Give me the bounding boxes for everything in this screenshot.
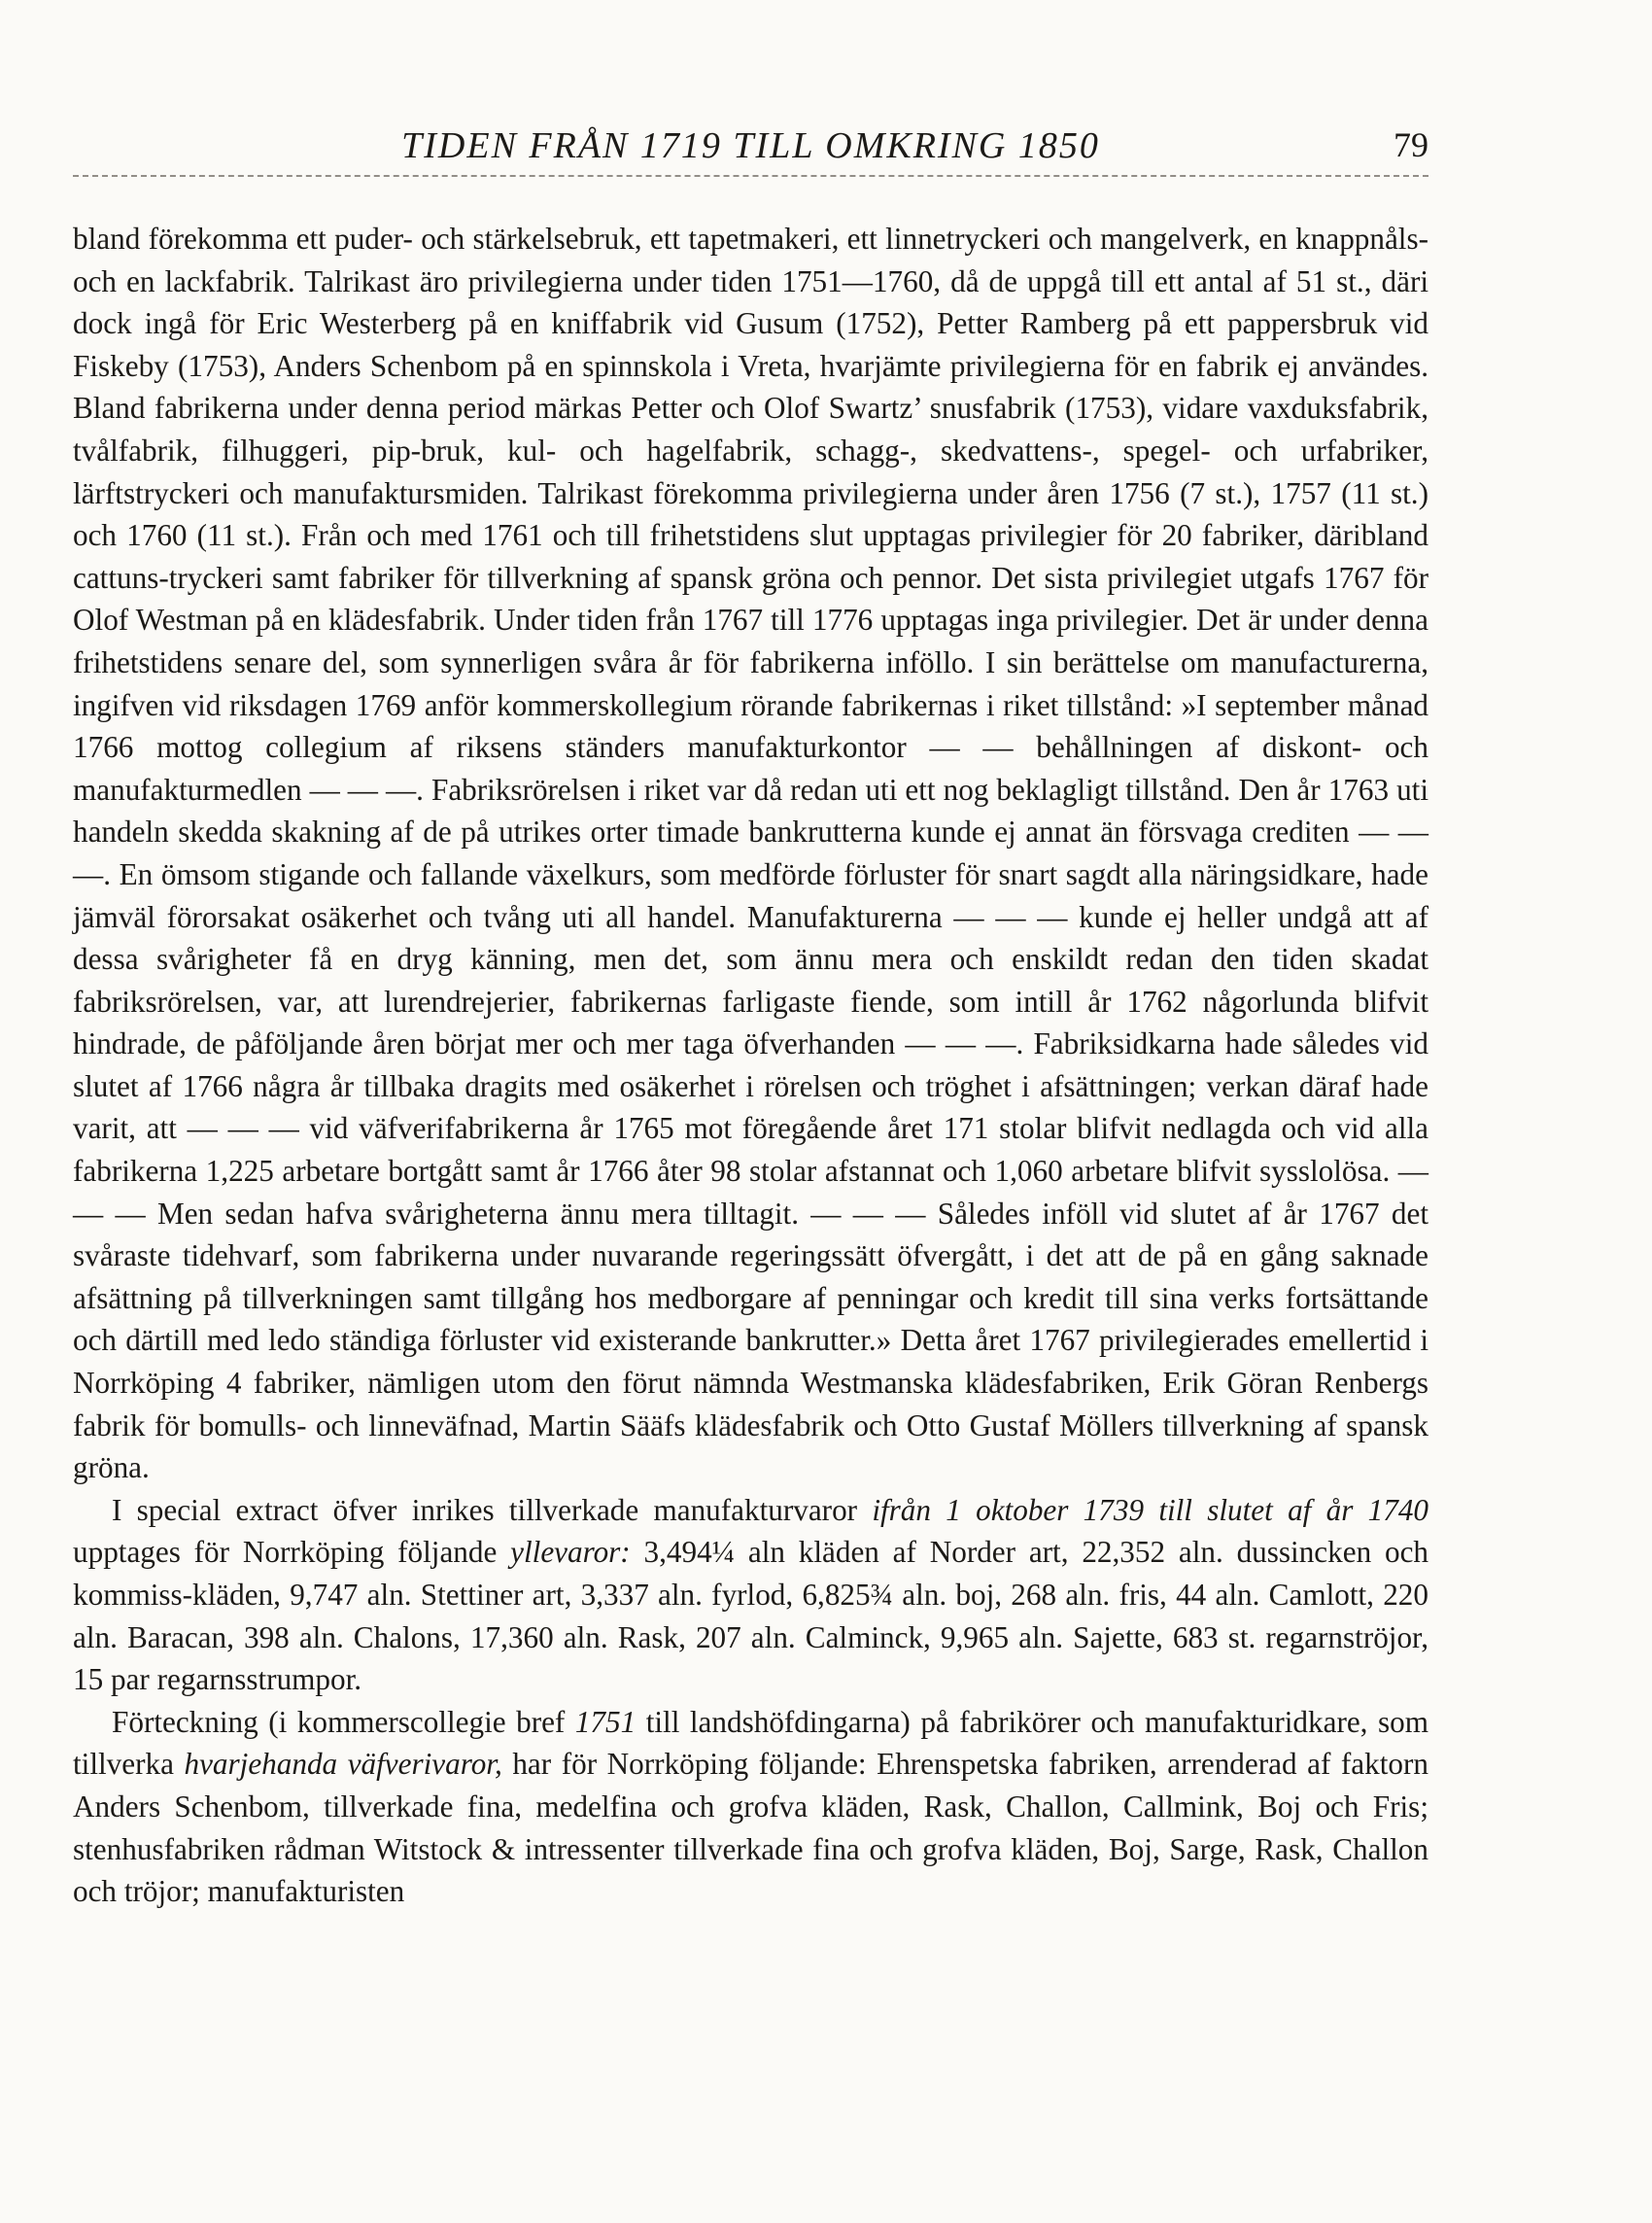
paragraph-2: [73, 1489, 1428, 1701]
text-segment: har för Norrköping följande: Ehrenspetska fabriken, arrenderad af faktorn Anders Schenbom, tillverkade fina, medelfina och grofva kläden, Rask, Challon, Callmink, Boj och Fris; stenhusfabriken rådman Witstock & intressenter tillverkade fina och grofva kläden, Boj, Sarge, Rask, Challon och tröjor; manufakturisten: [73, 1747, 1428, 1909]
italic-segment: hvarjehanda väfverivaror,: [184, 1747, 502, 1782]
running-head: [73, 117, 1428, 175]
page-number: 79: [1394, 125, 1428, 164]
text-segment: Förteckning (i kommerscollegie bref: [112, 1704, 575, 1739]
text-segment: 3,494¼ aln kläden af Norder art, 22,352 aln. dussincken och kommiss-kläden, 9,747 aln. Stettiner art, 3,337 aln. fyrlod, 6,825¾ aln. boj, 268 aln. fris, 44 aln. Camlott, 220 aln. Baracan, 398 aln. Chalons, 17,360 aln. Rask, 207 aln. Calminck, 9,965 aln. Sajette, 683 st. regarnströjor, 15 par regarnsstrumpor.: [73, 1535, 1429, 1697]
italic-segment: 1751: [574, 1704, 637, 1739]
running-title: TIDEN FRÅN 1719 TILL OMKRING 1850: [401, 125, 1100, 166]
text-segment: bland förekomma ett puder- och stärkelsebruk, ett tapetmakeri, ett linnetryckeri och mangelverk, en knappnåls- och en lackfabrik. Talrikast äro privilegierna under tiden 1751—1760, då de uppgå till ett antal af 51 st., däri dock ingå för Eric Westerberg på en kniffabrik vid Gusum (1752), Petter Ramberg på ett pappersbruk vid Fiskeby (1753), Anders Schenbom på en spinnskola i Vreta, hvarjämte privilegierna för en fabrik ej användes. Bland fabrikerna under denna period märkas Petter och Olof Swartz’ snusfabrik (1753), vidare vaxduksfabrik, tvålfabrik, filhuggeri, pip-bruk, kul- och hagelfabrik, schagg-, skedvattens-, spegel- och urfabriker, lärftstryckeri och manufaktursmiden. Talrikast förekomma privilegierna under åren 1756 (7 st.), 1757 (11 st.) och 1760 (11 st.). Från och med 1761 och till frihetstidens slut upptagas privilegier för 20 fabriker, däribland cattuns-tryckeri samt fabriker för tillverkning af spansk gröna och pennor. Det sista privilegiet utgafs 1767 för Olof Westman på en klädesfabrik. Under tiden från 1767 till 1776 upptagas inga privilegier. Det är under denna frihetstidens senare del, som synnerligen svåra år för fabrikerna inföllo. I sin berättelse om manufacturerna, ingifven vid riksdagen 1769 anför kommerskollegium rörande fabrikernas i riket tillstånd: »I september månad 1766 mottog collegium af riksens ständers manufakturkontor — — behållningen af diskont- och manufakturmedlen — — —. Fabriksrörelsen i riket var då redan uti ett nog beklagligt tillstånd. Den år 1763 uti handeln skedda skakning af de på utrikes orter timade bankrutterna kunde ej annat än försvaga crediten — — —. En ömsom stigande och fallande växelkurs, som medförde förluster för snart sagdt alla näringsidkare, hade jämväl förorsakat osäkerhet och tvång uti all handel. Manufakturerna — — — kunde ej heller undgå att af dessa svårigheter få en dryg känning, men det, som ännu mera och enskildt redan den tiden skadat fabriksrörelsen, var, att lurendrejerier, fabrikernas farligaste fiende, som intill år 1762 någorlunda blifvit hindrade, de påföljande åren börjat mer och mer taga öfverhanden — — —. Fabriksidkarna hade således vid slutet af 1766 några år tillbaka dragits med osäkerhet i rörelsen och tröghet i afsättningen; verkan däraf hade varit, att — — — vid väfverifabrikerna år 1765 mot föregående året 171 stolar blifvit nedlagda och vid alla fabrikerna 1,225 arbetare bortgått samt år 1766 åter 98 stolar afstannat och 1,060 arbetare blifvit sysslolösa. — — — Men sedan hafva svårigheterna ännu mera tilltagit. — — — Således inföll vid slutet af år 1767 det svåraste tidehvarf, som fabrikerna under nuvarande regeringssätt öfvergått, i det att de på en gång saknade afsättning på tillverkningen samt tillgång hos medborgare af penningar och kredit till sina verks fortsättande och därtill med ledo ständiga förluster vid existerande bankrutter.» Detta året 1767 privilegierades emellertid i Norrköping 4 fabriker, nämligen utom den förut nämnda Westmanska klädesfabriken, Erik Göran Renbergs fabrik för bomulls- och linneväfnad, Martin Sääfs klädesfabrik och Otto Gustaf Möllers tillverkning af spansk gröna.: [73, 222, 1428, 1485]
paragraph-3: [73, 1701, 1428, 1913]
body-text: [73, 218, 1428, 1913]
header-rule: [73, 175, 1428, 177]
italic-segment: yllevaror:: [510, 1535, 631, 1570]
text-segment: till landshöfdingarna) på fabrikörer och manufakturidkare, som tillverka: [73, 1704, 1428, 1782]
paragraph-1: [73, 218, 1428, 1489]
text-segment: I special extract öfver inrikes tillverkade manufakturvaror: [112, 1492, 873, 1527]
italic-segment: ifrån 1 oktober 1739 till slutet af år 1740: [872, 1492, 1429, 1527]
book-page: [73, 117, 1428, 1913]
text-segment: upptages för Norrköping följande: [73, 1535, 511, 1570]
